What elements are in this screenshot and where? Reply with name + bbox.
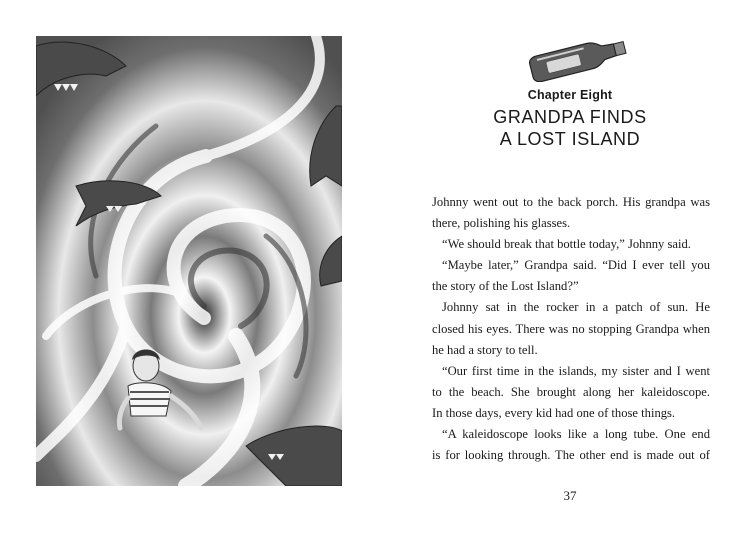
text-line: to the beach. She brought along her kaleidoscope. — [432, 384, 710, 399]
text-line: “A kaleidoscope looks like a long tube. One end — [442, 427, 710, 442]
chapter-title-line: GRANDPA FINDS — [493, 107, 647, 127]
text-line: the story of the Lost Island?” — [432, 279, 579, 294]
text-line: there, polishing his glasses. — [432, 216, 571, 231]
chapter-title-line: A LOST ISLAND — [499, 129, 641, 149]
text-line: he had a story to tell. — [432, 342, 538, 357]
chapter-label: Chapter Eight — [527, 88, 613, 102]
chapter-title — [450, 106, 690, 150]
text-line: “Maybe later,” Grandpa said. “Did I ever tell you — [442, 258, 710, 273]
text-line: is for looking through. The other end is made out of — [432, 448, 710, 463]
bottle-icon — [524, 36, 632, 82]
text-line: “We should break that bottle today,” Johnny said. — [442, 237, 691, 252]
whirlpool-illustration — [36, 36, 342, 486]
text-line: Johnny sat in the rocker in a patch of sun. He — [442, 300, 710, 315]
text-line: In those days, every kid had one of those things. — [432, 405, 676, 420]
page-number: 37 — [563, 488, 577, 503]
text-line: “Our first time in the islands, my sister and I went — [442, 363, 710, 378]
text-line: Johnny went out to the back porch. His grandpa was — [432, 195, 710, 209]
whirlpool-illustration-icon — [36, 36, 342, 486]
bottle-ornament — [524, 36, 632, 82]
chapter-body-text — [432, 192, 710, 466]
text-line: closed his eyes. There was no stopping Grandpa when — [432, 321, 710, 336]
